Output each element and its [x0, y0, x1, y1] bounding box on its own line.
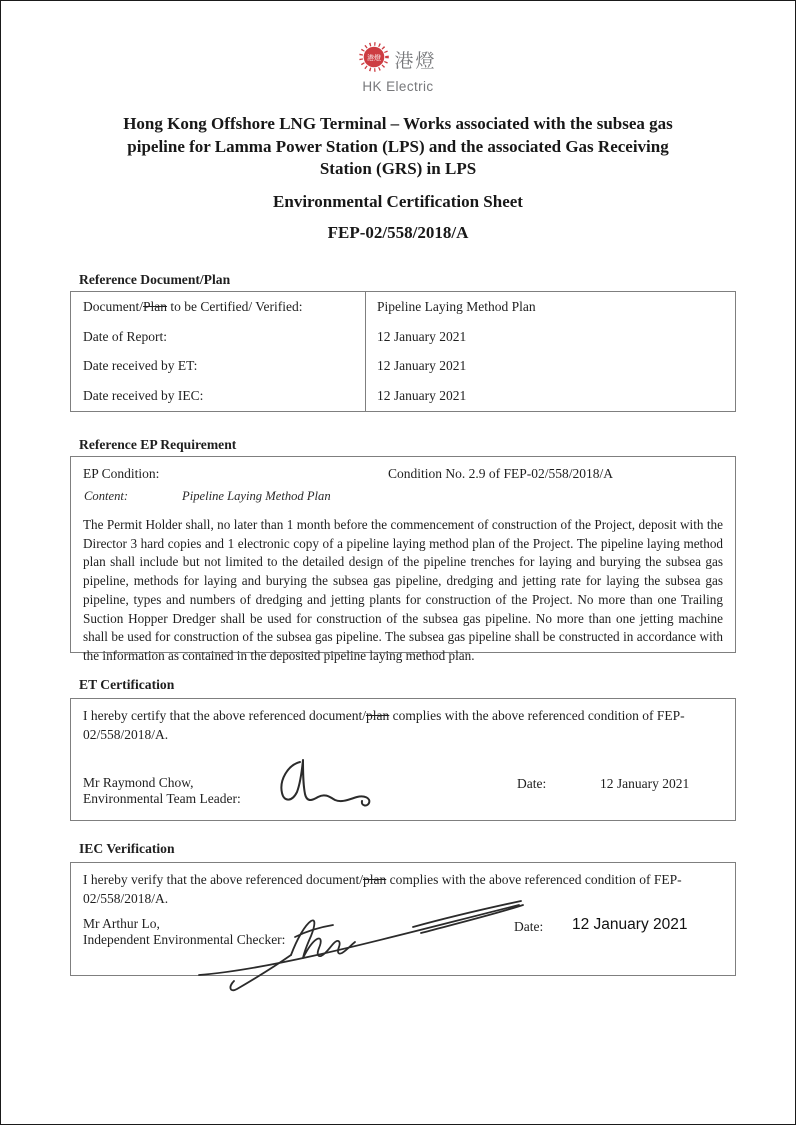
iec-checker-signature	[191, 895, 531, 995]
et-certification-box	[70, 698, 736, 821]
date-of-report-label: Date of Report:	[83, 328, 167, 344]
logo-english-text: HK Electric	[362, 79, 434, 94]
content-label: Content:	[84, 489, 129, 503]
date-of-report-value: 12 January 2021	[377, 328, 467, 344]
iec-date-value: 12 January 2021	[572, 916, 688, 933]
document-to-certify-value: Pipeline Laying Method Plan	[377, 298, 536, 314]
hk-electric-emblem-icon	[359, 41, 389, 78]
struck-plan-word: plan	[365, 708, 390, 723]
struck-plan-word: Plan	[143, 298, 168, 314]
reference-document-table	[70, 291, 736, 412]
section-heading-iec-verification: IEC Verification	[79, 841, 175, 856]
svg-text:港燈: 港燈	[367, 53, 382, 62]
document-subtitle: Environmental Certification Sheet	[273, 191, 523, 211]
date-received-et-value: 12 January 2021	[377, 358, 467, 374]
document-to-certify-label: Document/Plan to be Certified/ Verified:	[83, 298, 303, 314]
date-received-et-label: Date received by ET:	[83, 358, 198, 374]
et-signer-name: Mr Raymond Chow,	[83, 775, 194, 790]
hk-electric-logo	[1, 41, 795, 94]
iec-verification-box	[70, 862, 736, 976]
et-signer-block	[83, 775, 241, 807]
content-value: Pipeline Laying Method Plan	[182, 489, 331, 503]
iec-date-label: Date:	[514, 919, 544, 934]
ep-condition-value: Condition No. 2.9 of FEP-02/558/2018/A	[388, 466, 614, 481]
reference-table-value-column	[366, 292, 735, 411]
et-signer-title: Environmental Team Leader:	[83, 791, 241, 806]
section-heading-et-certification: ET Certification	[79, 677, 175, 692]
title-line-3: Station (GRS) in LPS	[319, 159, 477, 178]
title-line-1: Hong Kong Offshore LNG Terminal – Works associated with the subsea gas	[123, 114, 673, 133]
struck-plan-word: plan	[363, 872, 387, 887]
ep-requirement-box	[70, 456, 736, 663]
date-received-iec-label: Date received by IEC:	[83, 387, 204, 403]
iec-signer-name: Mr Arthur Lo,	[83, 916, 160, 931]
reference-table-label-column	[71, 292, 366, 411]
et-leader-signature	[274, 755, 378, 815]
iec-verify-statement: I hereby verify that the above referenced document/plan complies with the above referenced condition of FEP-02/558/2018/A.	[83, 872, 682, 906]
et-certify-statement: I hereby certify that the above referenced document/plan complies with the above referenced condition of FEP-02/558/2018/A.	[83, 708, 685, 742]
permit-number: FEP-02/558/2018/A	[327, 223, 469, 242]
title-line-2: pipeline for Lamma Power Station (LPS) and the associated Gas Receiving	[127, 136, 669, 156]
date-received-iec-value: 12 January 2021	[377, 387, 467, 403]
et-date-value: 12 January 2021	[600, 776, 690, 791]
et-date-label: Date:	[517, 776, 547, 791]
logo-chinese-text: 港燈	[394, 50, 437, 72]
section-heading-reference-document: Reference Document/Plan	[79, 272, 231, 287]
ep-condition-label: EP Condition:	[83, 466, 160, 481]
ep-condition-description: The Permit Holder shall, no later than 1 month before the commencement of construction of the Project, deposit with the Director 3 hard copies and 1 electronic copy of a pipeline laying method plan of the Project. The pipeline laying method plan shall include but not limited to the detailed design of the pipeline trenches for laying and burying the subsea gas pipeline, methods for laying and burying the subsea gas pipeline, dredging and jetting rate for laying the subsea gas pipeline, types and numbers of dredging and jetting plants for construction of the Project. No more than one Trailing Suction Hopper Dredger shall be used for construction of the subsea gas pipeline. No more than one jetting machine shall be used for construction of the subsea gas pipeline. The subsea gas pipeline shall be constructed in accordance with the information as contained in the deposited pipeline laying method plan.	[83, 517, 723, 663]
document-title-block	[41, 113, 755, 245]
section-heading-ep-requirement: Reference EP Requirement	[79, 437, 237, 452]
iec-signer-title: Independent Environmental Checker:	[83, 932, 286, 947]
